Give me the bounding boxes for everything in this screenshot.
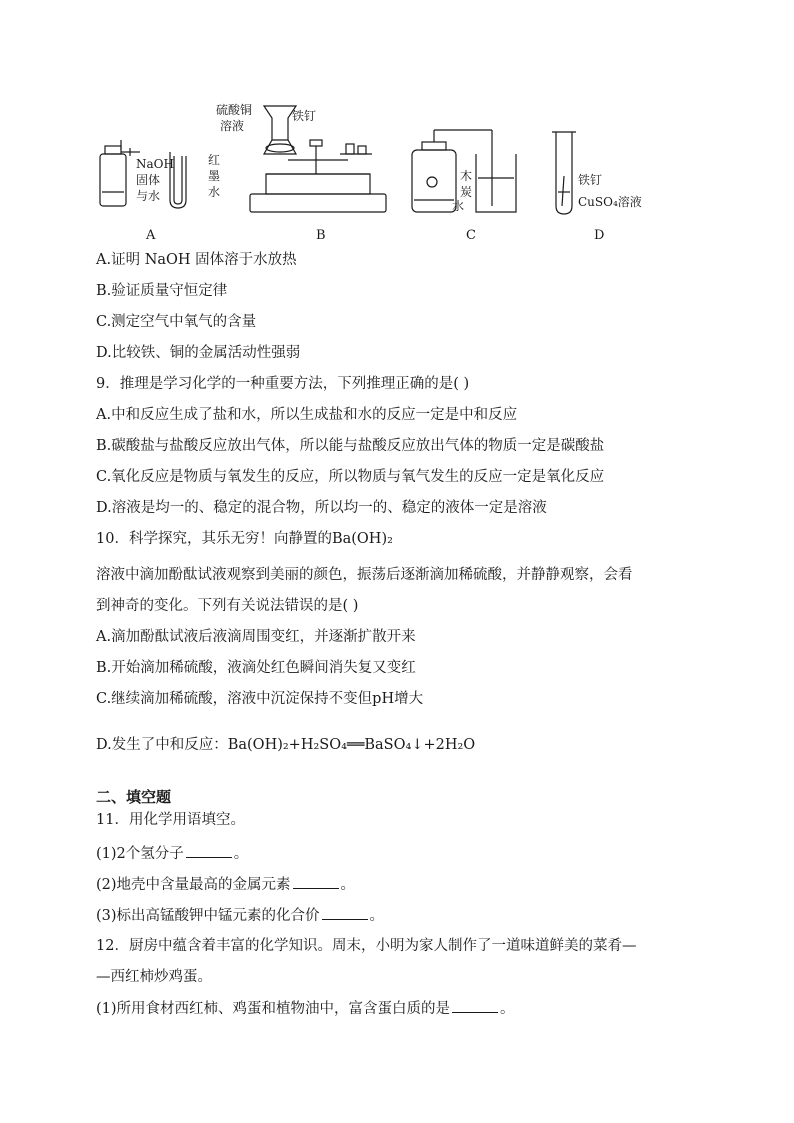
q10-stem-line3: 到神奇的变化。下列有关说法错误的是( ) — [96, 598, 359, 614]
apparatus-b — [250, 106, 386, 212]
b-label-nail: 铁钉 — [292, 109, 317, 123]
d-label-solution: CuSO₄溶液 — [578, 195, 642, 209]
a-label-solid: 固体 — [136, 173, 161, 187]
q11-part3 — [96, 905, 384, 926]
q12-part1 — [96, 998, 515, 1019]
q11-part1 — [96, 843, 248, 864]
answer-blank[interactable] — [452, 998, 498, 1013]
d-label-nail: 铁钉 — [578, 173, 603, 187]
experiment-figure — [90, 96, 690, 246]
q12-stem-line2: —西红柿炒鸡蛋。 — [96, 969, 212, 985]
q12-stem: 12．厨房中蕴含着丰富的化学知识。周末，小明为家人制作了一道味道鲜美的菜肴— — [96, 938, 637, 954]
q9-option-c: C.氧化反应是物质与氧发生的反应，所以物质与氧气发生的反应一定是氧化反应 — [96, 469, 605, 485]
a-label-water2: 水 — [208, 185, 221, 199]
q8-option-c: C.测定空气中氧气的含量 — [96, 314, 257, 330]
q9-option-b: B.碳酸盐与盐酸反应放出气体，所以能与盐酸反应放出气体的物质一定是碳酸盐 — [96, 438, 605, 454]
q10-option-b: B.开始滴加稀硫酸，液滴处红色瞬间消失复又变红 — [96, 660, 416, 676]
q11-part2-end: 。 — [340, 877, 356, 893]
caption-b: B — [316, 228, 326, 243]
section-title: 二、填空题 — [96, 788, 172, 806]
caption-d: D — [594, 228, 605, 243]
q12-part1-text: (1)所用食材西红柿、鸡蛋和植物油中，富含蛋白质的是 — [96, 1001, 451, 1017]
b-label-solution2: 溶液 — [220, 119, 245, 133]
q11-part2 — [96, 874, 355, 895]
q8-option-a: A.证明 NaOH 固体溶于水放热 — [96, 252, 297, 268]
c-label-charcoal2: 炭 — [460, 185, 473, 199]
q10-stem-prefix: 10．科学探究，其乐无穷！向静置的 — [96, 531, 332, 547]
q10-stem — [96, 529, 393, 549]
q12-part1-end: 。 — [500, 1001, 515, 1017]
a-label-red: 红 — [208, 153, 221, 167]
c-label-charcoal1: 木 — [460, 169, 473, 183]
q10-option-d-prefix: D.发生了中和反应： — [96, 737, 228, 753]
q9-option-a: A.中和反应生成了盐和水，所以生成盐和水的反应一定是中和反应 — [96, 407, 518, 423]
q10-stem-formula: Ba(OH)₂ — [331, 531, 393, 547]
b-label-solution1: 硫酸铜 — [216, 103, 253, 117]
a-label-water: 与水 — [136, 189, 161, 203]
a-label-ink: 墨 — [208, 169, 221, 183]
q11-stem: 11．用化学用语填空。 — [96, 812, 245, 828]
q9-stem: 9．推理是学习化学的一种重要方法，下列推理正确的是( ) — [96, 376, 470, 392]
q10-option-a: A.滴加酚酞试液后液滴周围变红，并逐渐扩散开来 — [96, 629, 416, 645]
a-label-naoh: NaOH — [136, 157, 174, 171]
apparatus-d — [552, 132, 576, 214]
c-label-water: 水 — [452, 199, 465, 213]
answer-blank[interactable] — [293, 874, 339, 889]
q10-option-d — [96, 735, 475, 755]
caption-c: C — [466, 228, 476, 243]
q10-option-d-formula: Ba(OH)₂+H₂SO₄══BaSO₄↓+2H₂O — [227, 737, 476, 753]
q11-part3-end: 。 — [369, 908, 385, 924]
caption-a: A — [146, 228, 156, 243]
q10-option-c: C.继续滴加稀硫酸，溶液中沉淀保持不变但pH增大 — [96, 691, 424, 707]
answer-blank[interactable] — [322, 905, 368, 920]
q10-stem-line2: 溶液中滴加酚酞试液观察到美丽的颜色，振荡后逐渐滴加稀硫酸，并静静观察，会看 — [96, 567, 633, 583]
q11-part3-text: (3)标出高锰酸钾中锰元素的化合价 — [96, 908, 320, 924]
answer-blank[interactable] — [186, 843, 232, 858]
q9-option-d: D.溶液是均一的、稳定的混合物，所以均一的、稳定的液体一定是溶液 — [96, 500, 547, 516]
q11-part1-end: 。 — [233, 846, 249, 862]
q8-option-b: B.验证质量守恒定律 — [96, 283, 228, 299]
q11-part1-text: (1)2个氢分子 — [96, 846, 184, 862]
q11-part2-text: (2)地壳中含量最高的金属元素 — [96, 877, 291, 893]
q8-option-d: D.比较铁、铜的金属活动性强弱 — [96, 345, 301, 361]
